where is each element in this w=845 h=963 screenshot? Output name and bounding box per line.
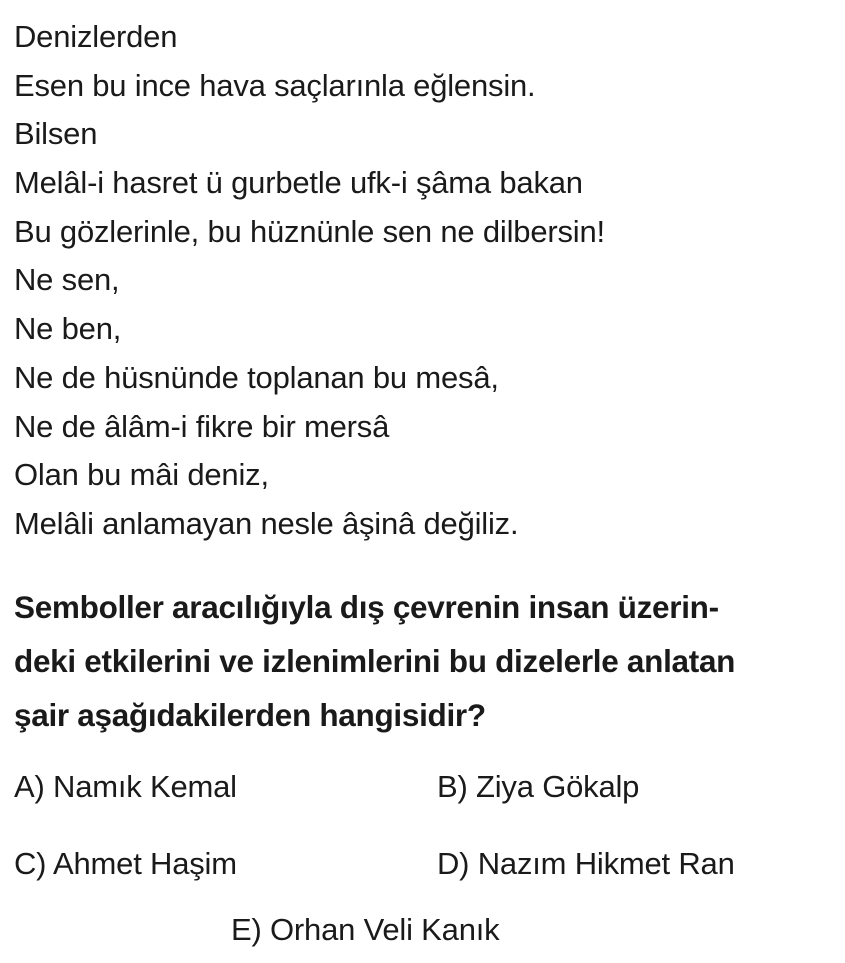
answer-option-b[interactable]: B) Ziya Gökalp — [437, 769, 640, 804]
poem-line: Melâli anlamayan nesle âşinâ değiliz. — [14, 505, 519, 541]
poem-line: Ne de hüsnünde toplanan bu mesâ, — [14, 359, 499, 395]
poem-line: Ne ben, — [14, 311, 122, 347]
poem-line: Bilsen — [14, 116, 98, 152]
poem-line: Ne de âlâm-i fikre bir mersâ — [14, 408, 390, 444]
poem-line: Olan bu mâi deniz, — [14, 457, 269, 493]
question-line: Semboller aracılığıyla dış çevrenin insan üzerin- — [14, 589, 719, 625]
poem-line: Ne sen, — [14, 262, 120, 298]
poem-line: Esen bu ince hava saçlarınla eğlensin. — [14, 67, 536, 103]
poem-line: Bu gözlerinle, bu hüznünle sen ne dilbersin! — [14, 213, 605, 249]
answer-option-c[interactable]: C) Ahmet Haşim — [14, 846, 237, 881]
poem-line: Melâl-i hasret ü gurbetle ufk-i şâma bakan — [14, 165, 583, 201]
question-line: şair aşağıdakilerden hangisidir? — [14, 697, 486, 733]
question-line: deki etkilerini ve izlenimlerini bu dizelerle anlatan — [14, 643, 736, 679]
answer-option-d[interactable]: D) Nazım Hikmet Ran — [437, 846, 735, 881]
answer-option-a[interactable]: A) Namık Kemal — [14, 769, 237, 804]
poem-text — [14, 13, 834, 549]
answer-option-e[interactable]: E) Orhan Veli Kanık — [231, 912, 500, 947]
poem-line: Denizlerden — [14, 19, 178, 54]
question-stem — [14, 580, 839, 742]
